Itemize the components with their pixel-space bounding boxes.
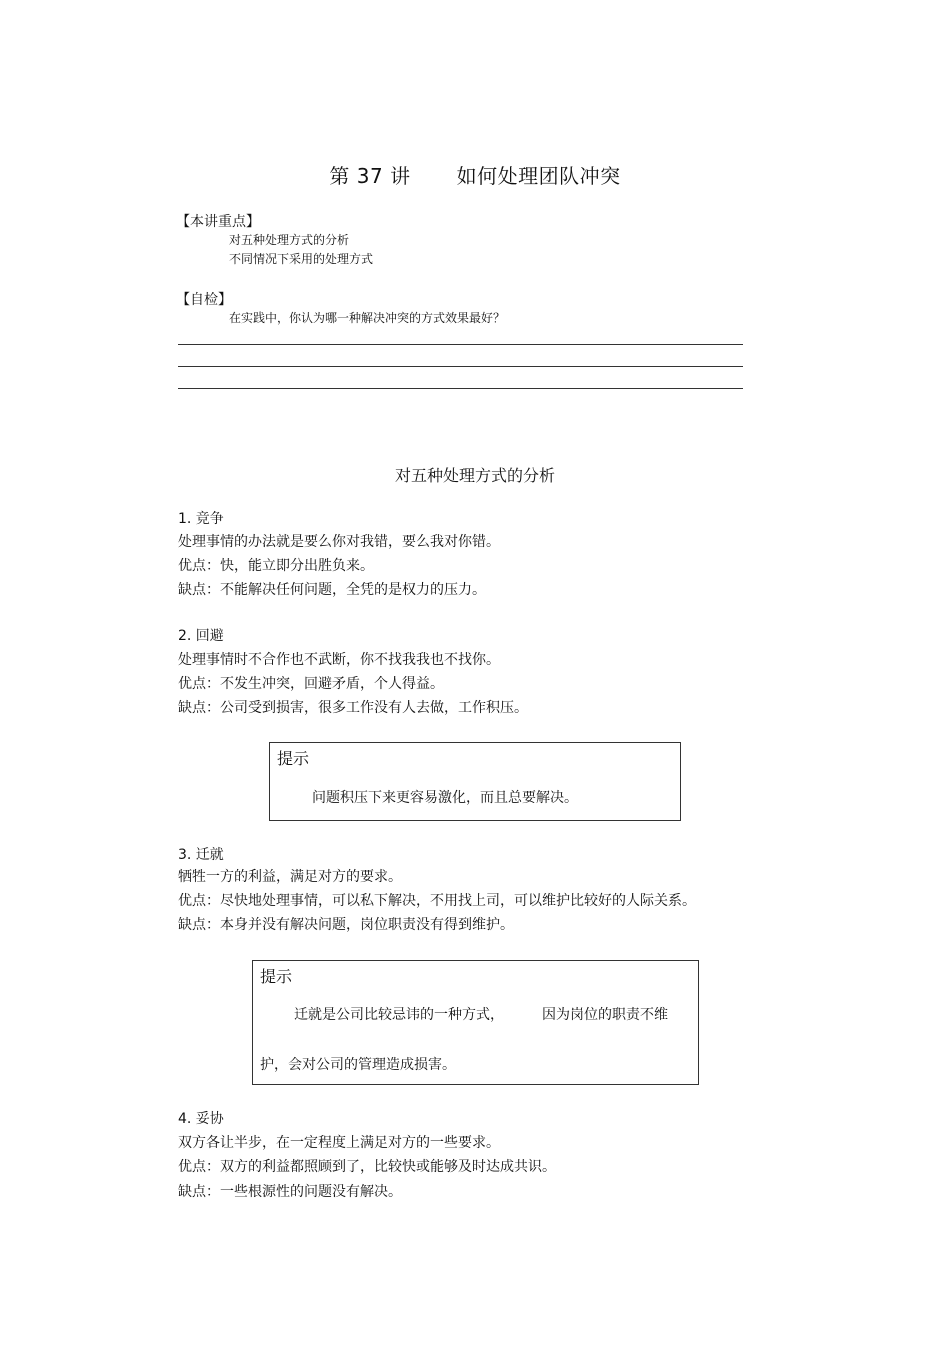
method-line: 缺点：公司受到损害，很多工作没有人去做，工作积压。: [178, 700, 528, 716]
method-heading: 2. 回避: [178, 628, 224, 644]
key-point-item: 不同情况下采用的处理方式: [229, 252, 374, 266]
page-title: [0, 160, 950, 189]
tip-text: 护，会对公司的管理造成损害。: [260, 1057, 456, 1073]
method-line: 缺点：本身并没有解决问题，岗位职责没有得到维护。: [178, 917, 514, 933]
tip-text: 问题积压下来更容易激化，而且总要解决。: [312, 790, 578, 806]
method-line: 优点：尽快地处理事情，可以私下解决，不用找上司，可以维护比较好的人际关系。: [178, 893, 696, 909]
method-line: 缺点：一些根源性的问题没有解决。: [178, 1184, 402, 1200]
self-check-label: 【自检】: [176, 292, 232, 308]
tip-text: 因为岗位的职责不维: [542, 1007, 668, 1023]
tip-text: 迁就是公司比较忌讳的一种方式，: [294, 1007, 504, 1023]
method-line: 优点：双方的利益都照顾到了，比较快或能够及时达成共识。: [178, 1159, 556, 1175]
method-line: 处理事情时不合作也不武断，你不找我我也不找你。: [178, 652, 500, 668]
tip-heading: 提示: [260, 967, 293, 986]
answer-line: [178, 344, 743, 345]
self-check-question: 在实践中，你认为哪一种解决冲突的方式效果最好？: [229, 311, 506, 325]
method-heading: 3. 迁就: [178, 847, 224, 863]
method-line: 处理事情的办法就是要么你对我错，要么我对你错。: [178, 534, 500, 550]
method-heading: 4. 妥协: [178, 1111, 224, 1127]
tip-box: [252, 960, 699, 1085]
method-line: 优点：快，能立即分出胜负来。: [178, 558, 374, 574]
method-line: 双方各让半步，在一定程度上满足对方的一些要求。: [178, 1135, 500, 1151]
method-line: 缺点：不能解决任何问题，全凭的是权力的压力。: [178, 582, 486, 598]
key-point-item: 对五种处理方式的分析: [229, 233, 350, 247]
answer-line: [178, 366, 743, 367]
method-line: 牺牲一方的利益，满足对方的要求。: [178, 869, 402, 885]
lecture-topic: 如何处理团队冲突: [456, 164, 621, 188]
lecture-number: 第 37 讲: [329, 164, 411, 188]
section-title: 对五种处理方式的分析: [394, 466, 555, 485]
method-heading: 1. 竞争: [178, 511, 224, 527]
tip-box: [269, 742, 681, 821]
answer-line: [178, 388, 743, 389]
key-points-label: 【本讲重点】: [176, 214, 260, 230]
method-line: 优点：不发生冲突，回避矛盾，个人得益。: [178, 676, 444, 692]
tip-heading: 提示: [277, 749, 310, 768]
